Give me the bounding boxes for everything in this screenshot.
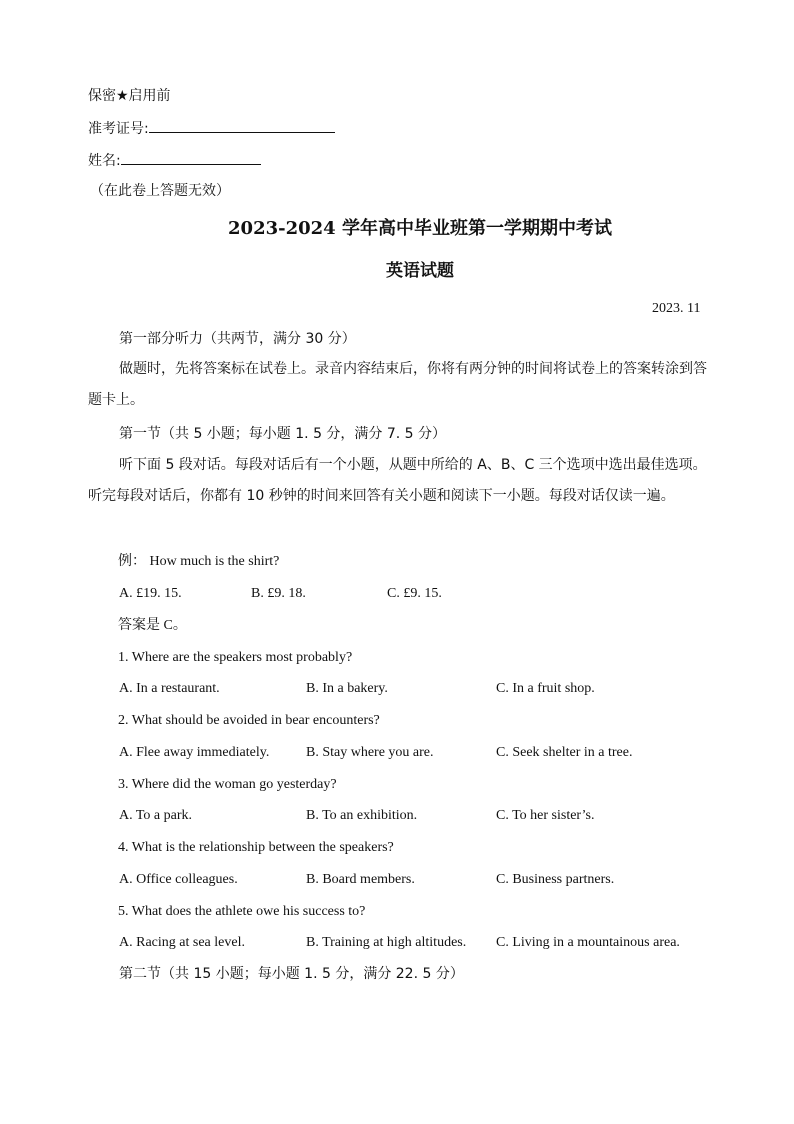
exam-number-blank [149, 118, 335, 133]
question-5-option-a: A. Racing at sea level. [119, 935, 245, 950]
question-3-option-c: C. To her sister’s. [496, 808, 595, 823]
exam-subtitle: 英语试题 [386, 261, 454, 281]
example-option-b: B. £9. 18. [251, 586, 306, 601]
question-2: 2. What should be avoided in bear encounters? [118, 713, 380, 728]
invalid-notice: （在此卷上答题无效） [90, 183, 230, 199]
name-label: 姓名: [88, 153, 121, 169]
section1-heading: 第一节（共 5 小题；每小题 1. 5 分，满分 7. 5 分） [119, 426, 447, 442]
question-2-option-a: A. Flee away immediately. [119, 745, 270, 760]
question-1-option-a: A. In a restaurant. [119, 681, 220, 696]
example-option-c: C. £9. 15. [387, 586, 442, 601]
confidential-label: 保密★启用前 [88, 88, 171, 104]
part1-heading: 第一部分听力（共两节，满分 30 分） [119, 331, 356, 347]
exam-number-field [88, 118, 335, 138]
example-question: 例： How much is the shirt? [118, 554, 280, 569]
name-field [88, 150, 261, 170]
question-3-option-a: A. To a park. [119, 808, 193, 823]
question-3: 3. Where did the woman go yesterday? [118, 777, 337, 792]
question-4-option-c: C. Business partners. [496, 872, 615, 887]
question-2-option-c: C. Seek shelter in a tree. [496, 745, 633, 760]
exam-number-label: 准考证号: [88, 121, 149, 137]
example-answer: 答案是 C。 [118, 618, 187, 633]
question-1-option-b: B. In a bakery. [306, 681, 388, 696]
question-5-option-c: C. Living in a mountainous area. [496, 935, 680, 950]
question-2-option-b: B. Stay where you are. [306, 745, 434, 760]
question-4-option-b: B. Board members. [306, 872, 415, 887]
question-4-option-a: A. Office colleagues. [119, 872, 238, 887]
question-1-option-c: C. In a fruit shop. [496, 681, 595, 696]
question-3-option-b: B. To an exhibition. [306, 808, 418, 823]
exam-title: 2023-2024 学年高中毕业班第一学期期中考试 [228, 218, 612, 239]
question-5-option-b: B. Training at high altitudes. [306, 935, 467, 950]
question-5: 5. What does the athlete owe his success to? [118, 904, 366, 919]
question-4: 4. What is the relationship between the speakers? [118, 840, 394, 855]
section1-instructions: 听下面 5 段对话。每段对话后有一个小题，从题中所给的 A、B、C 三个选项中选出最佳选项。听完每段对话后，你都有 10 秒钟的时间来回答有关小题和阅读下一小题。每段对话仅读一遍。 [88, 457, 707, 504]
name-blank [121, 150, 261, 165]
example-option-a: A. £19. 15. [119, 586, 182, 601]
section2-heading: 第二节（共 15 小题；每小题 1. 5 分，满分 22. 5 分） [119, 966, 464, 982]
exam-date: 2023. 11 [652, 301, 701, 316]
question-1: 1. Where are the speakers most probably? [118, 650, 353, 665]
part1-instructions: 做题时，先将答案标在试卷上。录音内容结束后，你将有两分钟的时间将试卷上的答案转涂到答题卡上。 [88, 361, 707, 408]
